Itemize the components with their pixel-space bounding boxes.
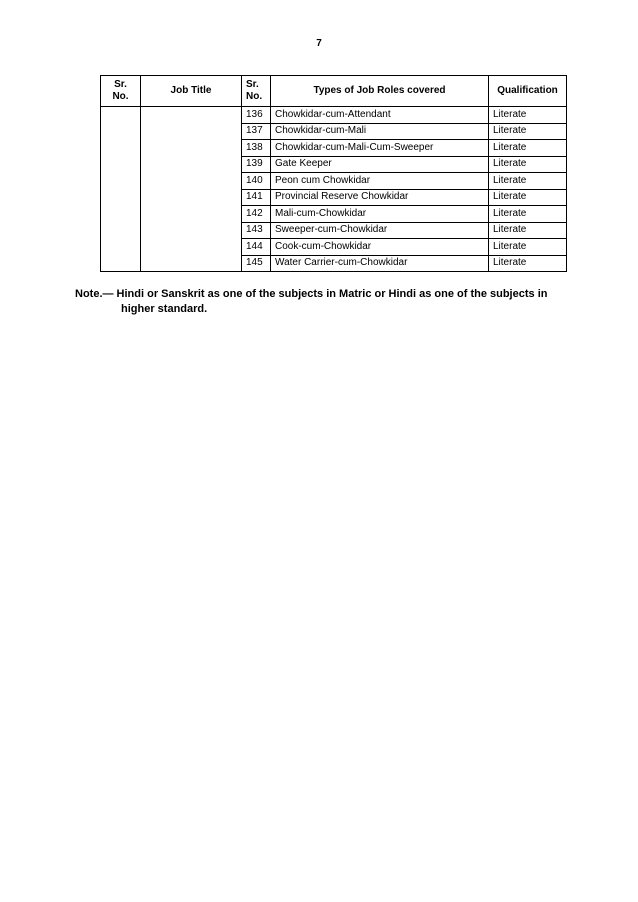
row-job-role: Chowkidar-cum-Mali <box>271 123 489 140</box>
note-line-2: higher standard. <box>121 303 208 315</box>
row-sr-no: 138 <box>242 140 271 157</box>
row-job-role: Cook-cum-Chowkidar <box>271 239 489 256</box>
row-qualification: Literate <box>489 156 567 173</box>
header-sr-no-label: Sr. No. <box>112 79 129 102</box>
row-sr-no: 140 <box>242 173 271 190</box>
row-qualification: Literate <box>489 123 567 140</box>
sr-no-cell <box>101 107 141 272</box>
row-sr-no: 143 <box>242 222 271 239</box>
row-job-role: Chowkidar-cum-Attendant <box>271 107 489 124</box>
row-job-role: Provincial Reserve Chowkidar <box>271 189 489 206</box>
row-qualification: Literate <box>489 189 567 206</box>
table-header-row <box>101 76 567 107</box>
row-sr-no: 144 <box>242 239 271 256</box>
note-line-1: Note.— Hindi or Sanskrit as one of the subjects in Matric or Hindi as one of the subjects in <box>75 288 548 300</box>
page-number: 7 <box>316 38 322 49</box>
row-sr-no: 145 <box>242 255 271 272</box>
row-qualification: Literate <box>489 173 567 190</box>
job-roles-table <box>100 75 567 272</box>
header-job-title: Job Title <box>141 76 242 107</box>
job-title-cell <box>141 107 242 272</box>
row-qualification: Literate <box>489 206 567 223</box>
row-job-role: Peon cum Chowkidar <box>271 173 489 190</box>
row-sr-no: 136 <box>242 107 271 124</box>
row-qualification: Literate <box>489 140 567 157</box>
row-qualification: Literate <box>489 239 567 256</box>
row-sr-no: 142 <box>242 206 271 223</box>
row-job-role: Sweeper-cum-Chowkidar <box>271 222 489 239</box>
row-qualification: Literate <box>489 255 567 272</box>
row-job-role: Chowkidar-cum-Mali-Cum-Sweeper <box>271 140 489 157</box>
row-sr-no: 139 <box>242 156 271 173</box>
row-job-role: Mali-cum-Chowkidar <box>271 206 489 223</box>
header-sr-no-2 <box>242 76 271 107</box>
header-qualification: Qualification <box>489 76 567 107</box>
header-types-of-job-roles: Types of Job Roles covered <box>271 76 489 107</box>
row-sr-no: 141 <box>242 189 271 206</box>
table-row <box>101 107 567 124</box>
row-job-role: Water Carrier-cum-Chowkidar <box>271 255 489 272</box>
header-sr-no <box>101 76 141 107</box>
row-qualification: Literate <box>489 107 567 124</box>
row-job-role: Gate Keeper <box>271 156 489 173</box>
row-qualification: Literate <box>489 222 567 239</box>
note <box>75 287 595 317</box>
header-sr-no-2-label: Sr. No. <box>246 79 263 102</box>
row-sr-no: 137 <box>242 123 271 140</box>
